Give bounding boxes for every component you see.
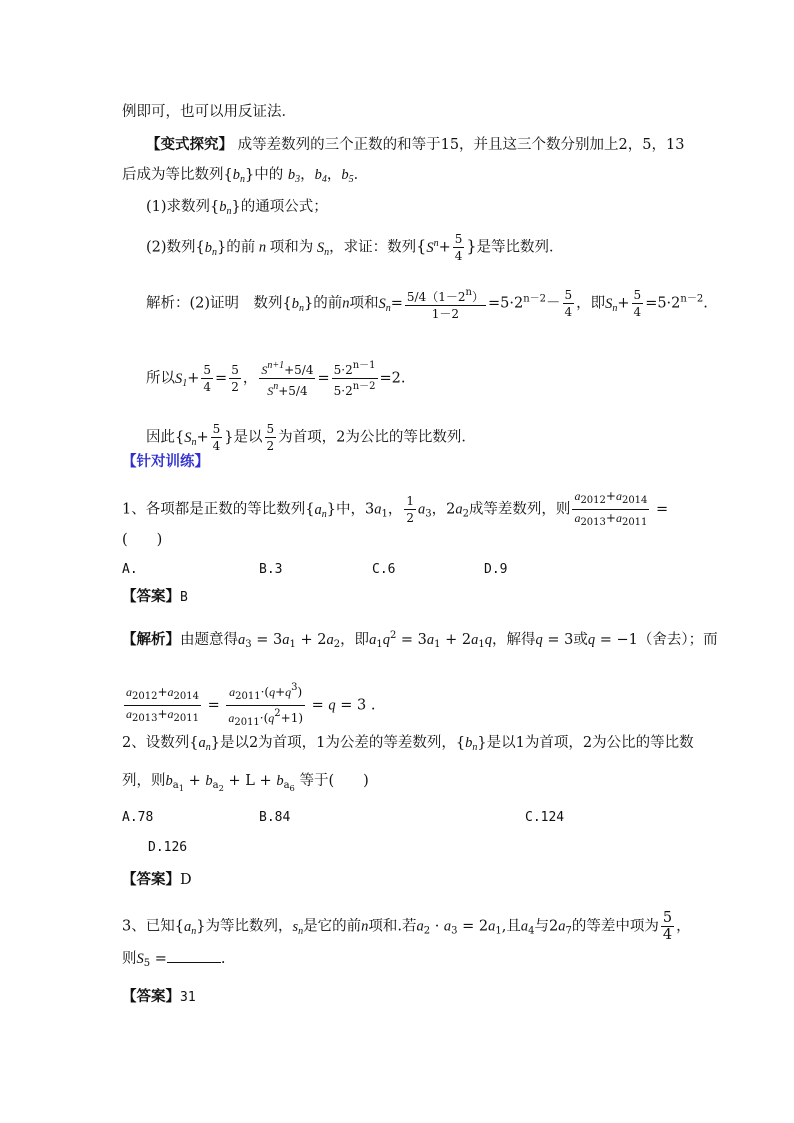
q3-text-g: 的等差中项为 xyxy=(571,918,659,935)
variant-line-1 xyxy=(146,135,684,155)
so-line: 所以$S_1+$ $\frac{5}{4}$ = $\frac{5}{2}$ ， $\frac{S^{n+1}+5/4}{S^n+5/4}$ = $\frac{5\cdot 2^{n-1}}{5\cdot 2^{n-2}}$ =2. xyxy=(146,360,406,398)
variant-q2-c: 项和为 xyxy=(269,239,314,256)
q2-option-b: B.84 xyxy=(259,810,291,825)
solution-d: ，即 xyxy=(576,295,606,312)
therefore-line: 因此{$S_n+$ $\frac{5}{4}$ }是以 $\frac{5}{2}$ 为首项，2为公比的等比数列． xyxy=(146,422,476,453)
q2-option-c: C.124 xyxy=(525,810,565,825)
q1-answer-label: 【答案】 xyxy=(122,588,180,605)
q3-text-d: 项和.若 xyxy=(368,918,417,935)
solution-c: 项和 xyxy=(349,295,379,312)
q1-option-b: B.3 xyxy=(259,562,283,577)
q1-analysis-a: 由题意得 xyxy=(180,632,238,648)
therefore-b: }是以 xyxy=(224,429,263,446)
q2-text-b: 是以2为首项，1为公差的等差数列， xyxy=(219,735,456,751)
q1-text-a: 1、各项都是正数的等比数列 xyxy=(122,501,306,518)
q3-answer-value: 31 xyxy=(180,990,196,1005)
therefore-a: 因此{ xyxy=(146,429,185,446)
q3-text-e: ,且 xyxy=(501,918,521,935)
q3-text-j: . xyxy=(220,951,226,967)
q1-answer xyxy=(122,587,188,608)
q1-analysis-label: 【解析】 xyxy=(122,631,180,648)
q2-answer-value: D xyxy=(180,872,192,888)
solution-b: }的前 xyxy=(304,295,343,312)
so-label: 所以 xyxy=(146,370,175,387)
variant-text-1: 成等差数列的三个正数的和等于15，并且这三个数分别加上2，5，13 xyxy=(237,137,685,153)
q1-analysis-formula: $\frac{a_{2012}+a_{2014}}{a_{2013}+a_{2011}}$ = $\frac{a_{2011}\cdot(q+q^3)}{a_{2011}\cdot(q^2+1)}$ = q = 3 . xyxy=(126,682,376,728)
q3-answer xyxy=(122,987,196,1008)
variant-q1-a: (1)求数列{ xyxy=(146,199,220,215)
q2-option-d: D.126 xyxy=(148,840,188,855)
q1-text-b: 中， xyxy=(335,501,365,518)
q3-text-f: 与 xyxy=(534,918,549,935)
q3-text-c: 是它的前 xyxy=(303,918,362,935)
q3-stem-1: 3、已知$\{a_n\}$为等比数列，$s_n$是它的前n项和.若$a_2 \cdot a_3 = 2a_1$,且$a_4$与$2a_7$的等差中项为 $\frac{5}{4}$ ， xyxy=(122,910,691,943)
q3-stem-2: 则$S_5$ = . xyxy=(122,948,226,974)
variant-period: ． xyxy=(353,167,369,183)
q2-answer xyxy=(122,870,192,890)
variant-q1-b: }的通项公式； xyxy=(231,199,328,215)
q3-text-a: 3、已知 xyxy=(122,918,175,935)
q2-text-d: 列，则 xyxy=(122,773,166,789)
q2-stem-2: 列，则$b_{a_1} + b_{a_2} + L + b_{a_6}$ 等于( ) xyxy=(122,773,369,793)
intro-text: 例即可，也可以用反证法． xyxy=(122,104,296,120)
variant-text-2b: }中的 xyxy=(244,167,284,183)
variant-label: 【变式探究】 xyxy=(146,136,233,153)
q1-analysis-b: ，即 xyxy=(340,632,370,648)
q1-analysis-c: ，解得 xyxy=(492,632,536,648)
q3-text-b: 为等比数列， xyxy=(205,918,293,935)
q1-option-a: A. xyxy=(122,562,138,577)
section-title: 【针对训练】 xyxy=(122,453,209,470)
q1-analysis-d: （舍去）；而 xyxy=(637,632,718,648)
variant-text-2a: 后成为等比数列{ xyxy=(122,167,233,183)
q2-option-a: A.78 xyxy=(122,810,154,825)
variant-line-2: 后成为等比数列$\{b_n\}$中的 $b_3$，$b_4$，$b_5$． xyxy=(122,167,369,185)
ratio-fraction: $\frac{S^{n+1}+5/4}{S^n+5/4}$ xyxy=(261,360,314,398)
solution-fraction: $\frac{5/4(1-2^n)}{1-2}$ xyxy=(406,287,484,321)
q1-option-c: C.6 xyxy=(372,562,396,577)
variant-q2-d: ，求证：数列 xyxy=(329,239,417,256)
q1-stem: 1、各项都是正数的等比数列$\{a_n\}$中，$3a_1$， $\frac{1}{2}$ $a_3$，$2a_2$成等差数列，则 $\frac{a_{2012}+a_{2014}}{a_{2013}+a_{2011}}$ = xyxy=(122,488,668,531)
solution-label: 解析：(2)证明 数列{ xyxy=(146,295,292,312)
q1-text-d: ， xyxy=(431,501,447,518)
q2-text-e: 等于( ) xyxy=(299,773,369,789)
variant-q2-b: }的前 xyxy=(217,239,256,256)
q3-text-h: ， xyxy=(676,918,691,935)
variant-comma-1: ， xyxy=(300,167,315,183)
q3-text-i: 则 xyxy=(122,951,137,967)
variant-q1: (1)求数列$\{b_n\}$的通项公式； xyxy=(146,199,328,217)
variant-q2: (2)数列$\{b_n\}$的前 n 项和为 $S_n$，求证：数列{$S^n+$ $\frac{5}{4}$ }是等比数列． xyxy=(146,232,564,263)
q2-stem-1: 2、设数列$\{a_n\}$是以2为首项，1为公差的等差数列，$\{b_n\}$是以1为首项，2为公比的等比数 xyxy=(122,735,694,753)
variant-q2-e: 是等比数列． xyxy=(476,239,564,256)
variant-q2-a: (2)数列{ xyxy=(146,239,205,256)
therefore-c: 为首项，2为公比的等比数列． xyxy=(278,429,476,446)
q2-text-a: 2、设数列 xyxy=(122,735,190,751)
q2-answer-label: 【答案】 xyxy=(122,871,180,888)
q1-answer-value: B xyxy=(180,590,188,605)
q2-text-c: 是以1为首项，2为公比的等比数 xyxy=(486,735,694,751)
solution-line: 解析：(2)证明 数列$\{b_n\}$的前n项和$S_n=$ $\frac{5/4(1-2^n)}{1-2}$ $=5\cdot 2^{n-2}-$ $\frac{5}{4}$ ，即$S_n+$ $\frac{5}{4}$ $=5\cdot 2^{n-2}$. xyxy=(146,287,708,321)
q1-analysis: 【解析】由题意得$a_3 = 3a_1 + 2a_2$，即$a_1q^2 = 3a_1 + 2a_1q$，解得q = 3或q = −1（舍去）；而 xyxy=(122,630,718,650)
q1-text-c: ， xyxy=(387,501,403,518)
q3-answer-blank xyxy=(167,948,221,963)
q1-text-e: 成等差数列，则 xyxy=(468,501,571,518)
q1-option-d: D.9 xyxy=(484,562,508,577)
q1-paren: ( ) xyxy=(122,532,163,548)
q3-answer-label: 【答案】 xyxy=(122,988,180,1005)
q1-fraction: $\frac{a_{2012}+a_{2014}}{a_{2013}+a_{2011}}$ xyxy=(574,489,648,528)
